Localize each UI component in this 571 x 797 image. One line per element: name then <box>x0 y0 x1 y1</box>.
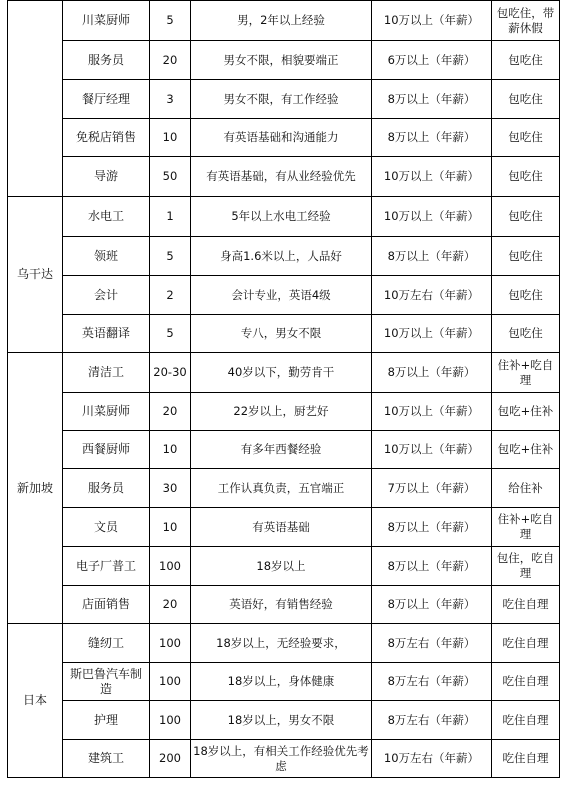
table-row <box>8 701 560 740</box>
table-row <box>8 237 560 276</box>
job-listing-table <box>7 0 560 778</box>
benefit-cell: 包吃住，带薪休假 <box>492 1 560 41</box>
country-cell: 日本 <box>8 624 63 778</box>
benefit-cell: 吃住自理 <box>492 701 560 740</box>
requirement-cell: 会计专业，英语4级 <box>191 276 372 315</box>
headcount-cell: 100 <box>150 701 191 740</box>
salary-cell: 10万左右（年薪） <box>372 740 492 778</box>
requirement-cell: 22岁以上，厨艺好 <box>191 393 372 431</box>
benefit-cell: 吃住自理 <box>492 663 560 701</box>
table-row <box>8 586 560 624</box>
table-row <box>8 624 560 663</box>
requirement-cell: 18岁以上，男女不限 <box>191 701 372 740</box>
job-title-cell: 会计 <box>63 276 150 315</box>
salary-cell: 10万以上（年薪） <box>372 197 492 237</box>
job-title-cell: 领班 <box>63 237 150 276</box>
table-row <box>8 41 560 80</box>
requirement-cell: 工作认真负责，五官端正 <box>191 469 372 508</box>
job-title-cell: 建筑工 <box>63 740 150 778</box>
headcount-cell: 20-30 <box>150 353 191 393</box>
headcount-cell: 10 <box>150 431 191 469</box>
benefit-cell: 包吃住 <box>492 197 560 237</box>
job-title-cell: 斯巴鲁汽车制造 <box>63 663 150 701</box>
requirement-cell: 40岁以下，勤劳肯干 <box>191 353 372 393</box>
headcount-cell: 5 <box>150 1 191 41</box>
benefit-cell: 包吃+住补 <box>492 431 560 469</box>
headcount-cell: 20 <box>150 41 191 80</box>
table-row <box>8 393 560 431</box>
job-title-cell: 水电工 <box>63 197 150 237</box>
headcount-cell: 10 <box>150 508 191 547</box>
salary-cell: 8万以上（年薪） <box>372 237 492 276</box>
requirement-cell: 18岁以上 <box>191 547 372 586</box>
salary-cell: 8万以上（年薪） <box>372 508 492 547</box>
benefit-cell: 给住补 <box>492 469 560 508</box>
job-title-cell: 免税店销售 <box>63 119 150 157</box>
job-title-cell: 文员 <box>63 508 150 547</box>
job-title-cell: 缝纫工 <box>63 624 150 663</box>
table-row <box>8 431 560 469</box>
table-row <box>8 663 560 701</box>
benefit-cell: 住补+吃自理 <box>492 508 560 547</box>
benefit-cell: 包吃+住补 <box>492 393 560 431</box>
job-title-cell: 川菜厨师 <box>63 1 150 41</box>
requirement-cell: 男女不限，有工作经验 <box>191 80 372 119</box>
requirement-cell: 男女不限，相貌要端正 <box>191 41 372 80</box>
salary-cell: 8万以上（年薪） <box>372 547 492 586</box>
headcount-cell: 20 <box>150 586 191 624</box>
country-cell <box>8 1 63 197</box>
salary-cell: 10万以上（年薪） <box>372 315 492 353</box>
table-row <box>8 157 560 197</box>
requirement-cell: 身高1.6米以上，人品好 <box>191 237 372 276</box>
table-row <box>8 119 560 157</box>
headcount-cell: 10 <box>150 119 191 157</box>
job-title-cell: 西餐厨师 <box>63 431 150 469</box>
salary-cell: 10万以上（年薪） <box>372 393 492 431</box>
job-table-body <box>8 1 560 778</box>
salary-cell: 7万以上（年薪） <box>372 469 492 508</box>
benefit-cell: 吃住自理 <box>492 740 560 778</box>
benefit-cell: 包住，吃自理 <box>492 547 560 586</box>
job-title-cell: 店面销售 <box>63 586 150 624</box>
salary-cell: 8万以上（年薪） <box>372 119 492 157</box>
requirement-cell: 有英语基础和沟通能力 <box>191 119 372 157</box>
salary-cell: 8万以上（年薪） <box>372 80 492 119</box>
salary-cell: 6万以上（年薪） <box>372 41 492 80</box>
headcount-cell: 100 <box>150 547 191 586</box>
requirement-cell: 有英语基础 <box>191 508 372 547</box>
table-row <box>8 740 560 778</box>
requirement-cell: 英语好，有销售经验 <box>191 586 372 624</box>
headcount-cell: 30 <box>150 469 191 508</box>
salary-cell: 8万左右（年薪） <box>372 701 492 740</box>
benefit-cell: 包吃住 <box>492 276 560 315</box>
table-row <box>8 276 560 315</box>
job-title-cell: 川菜厨师 <box>63 393 150 431</box>
benefit-cell: 吃住自理 <box>492 586 560 624</box>
headcount-cell: 3 <box>150 80 191 119</box>
table-row <box>8 508 560 547</box>
headcount-cell: 100 <box>150 663 191 701</box>
table-row <box>8 197 560 237</box>
country-cell: 乌干达 <box>8 197 63 353</box>
country-cell: 新加坡 <box>8 353 63 624</box>
requirement-cell: 有多年西餐经验 <box>191 431 372 469</box>
headcount-cell: 5 <box>150 315 191 353</box>
headcount-cell: 5 <box>150 237 191 276</box>
job-title-cell: 服务员 <box>63 41 150 80</box>
benefit-cell: 包吃住 <box>492 80 560 119</box>
salary-cell: 10万以上（年薪） <box>372 157 492 197</box>
headcount-cell: 100 <box>150 624 191 663</box>
salary-cell: 10万以上（年薪） <box>372 1 492 41</box>
table-row <box>8 353 560 393</box>
headcount-cell: 1 <box>150 197 191 237</box>
benefit-cell: 包吃住 <box>492 41 560 80</box>
job-title-cell: 电子厂普工 <box>63 547 150 586</box>
table-row <box>8 315 560 353</box>
headcount-cell: 50 <box>150 157 191 197</box>
requirement-cell: 男，2年以上经验 <box>191 1 372 41</box>
table-row <box>8 547 560 586</box>
requirement-cell: 5年以上水电工经验 <box>191 197 372 237</box>
benefit-cell: 包吃住 <box>492 315 560 353</box>
benefit-cell: 吃住自理 <box>492 624 560 663</box>
table-row <box>8 469 560 508</box>
benefit-cell: 包吃住 <box>492 237 560 276</box>
requirement-cell: 18岁以上，身体健康 <box>191 663 372 701</box>
benefit-cell: 包吃住 <box>492 157 560 197</box>
job-title-cell: 服务员 <box>63 469 150 508</box>
job-title-cell: 餐厅经理 <box>63 80 150 119</box>
requirement-cell: 18岁以上，有相关工作经验优先考虑 <box>191 740 372 778</box>
salary-cell: 8万左右（年薪） <box>372 663 492 701</box>
table-row <box>8 80 560 119</box>
table-row <box>8 1 560 41</box>
salary-cell: 10万左右（年薪） <box>372 276 492 315</box>
requirement-cell: 有英语基础，有从业经验优先 <box>191 157 372 197</box>
job-title-cell: 护理 <box>63 701 150 740</box>
benefit-cell: 包吃住 <box>492 119 560 157</box>
headcount-cell: 20 <box>150 393 191 431</box>
requirement-cell: 18岁以上，无经验要求， <box>191 624 372 663</box>
salary-cell: 10万以上（年薪） <box>372 431 492 469</box>
salary-cell: 8万以上（年薪） <box>372 586 492 624</box>
job-title-cell: 导游 <box>63 157 150 197</box>
salary-cell: 8万左右（年薪） <box>372 624 492 663</box>
headcount-cell: 200 <box>150 740 191 778</box>
job-title-cell: 英语翻译 <box>63 315 150 353</box>
requirement-cell: 专八，男女不限 <box>191 315 372 353</box>
benefit-cell: 住补+吃自理 <box>492 353 560 393</box>
salary-cell: 8万以上（年薪） <box>372 353 492 393</box>
job-title-cell: 清洁工 <box>63 353 150 393</box>
headcount-cell: 2 <box>150 276 191 315</box>
